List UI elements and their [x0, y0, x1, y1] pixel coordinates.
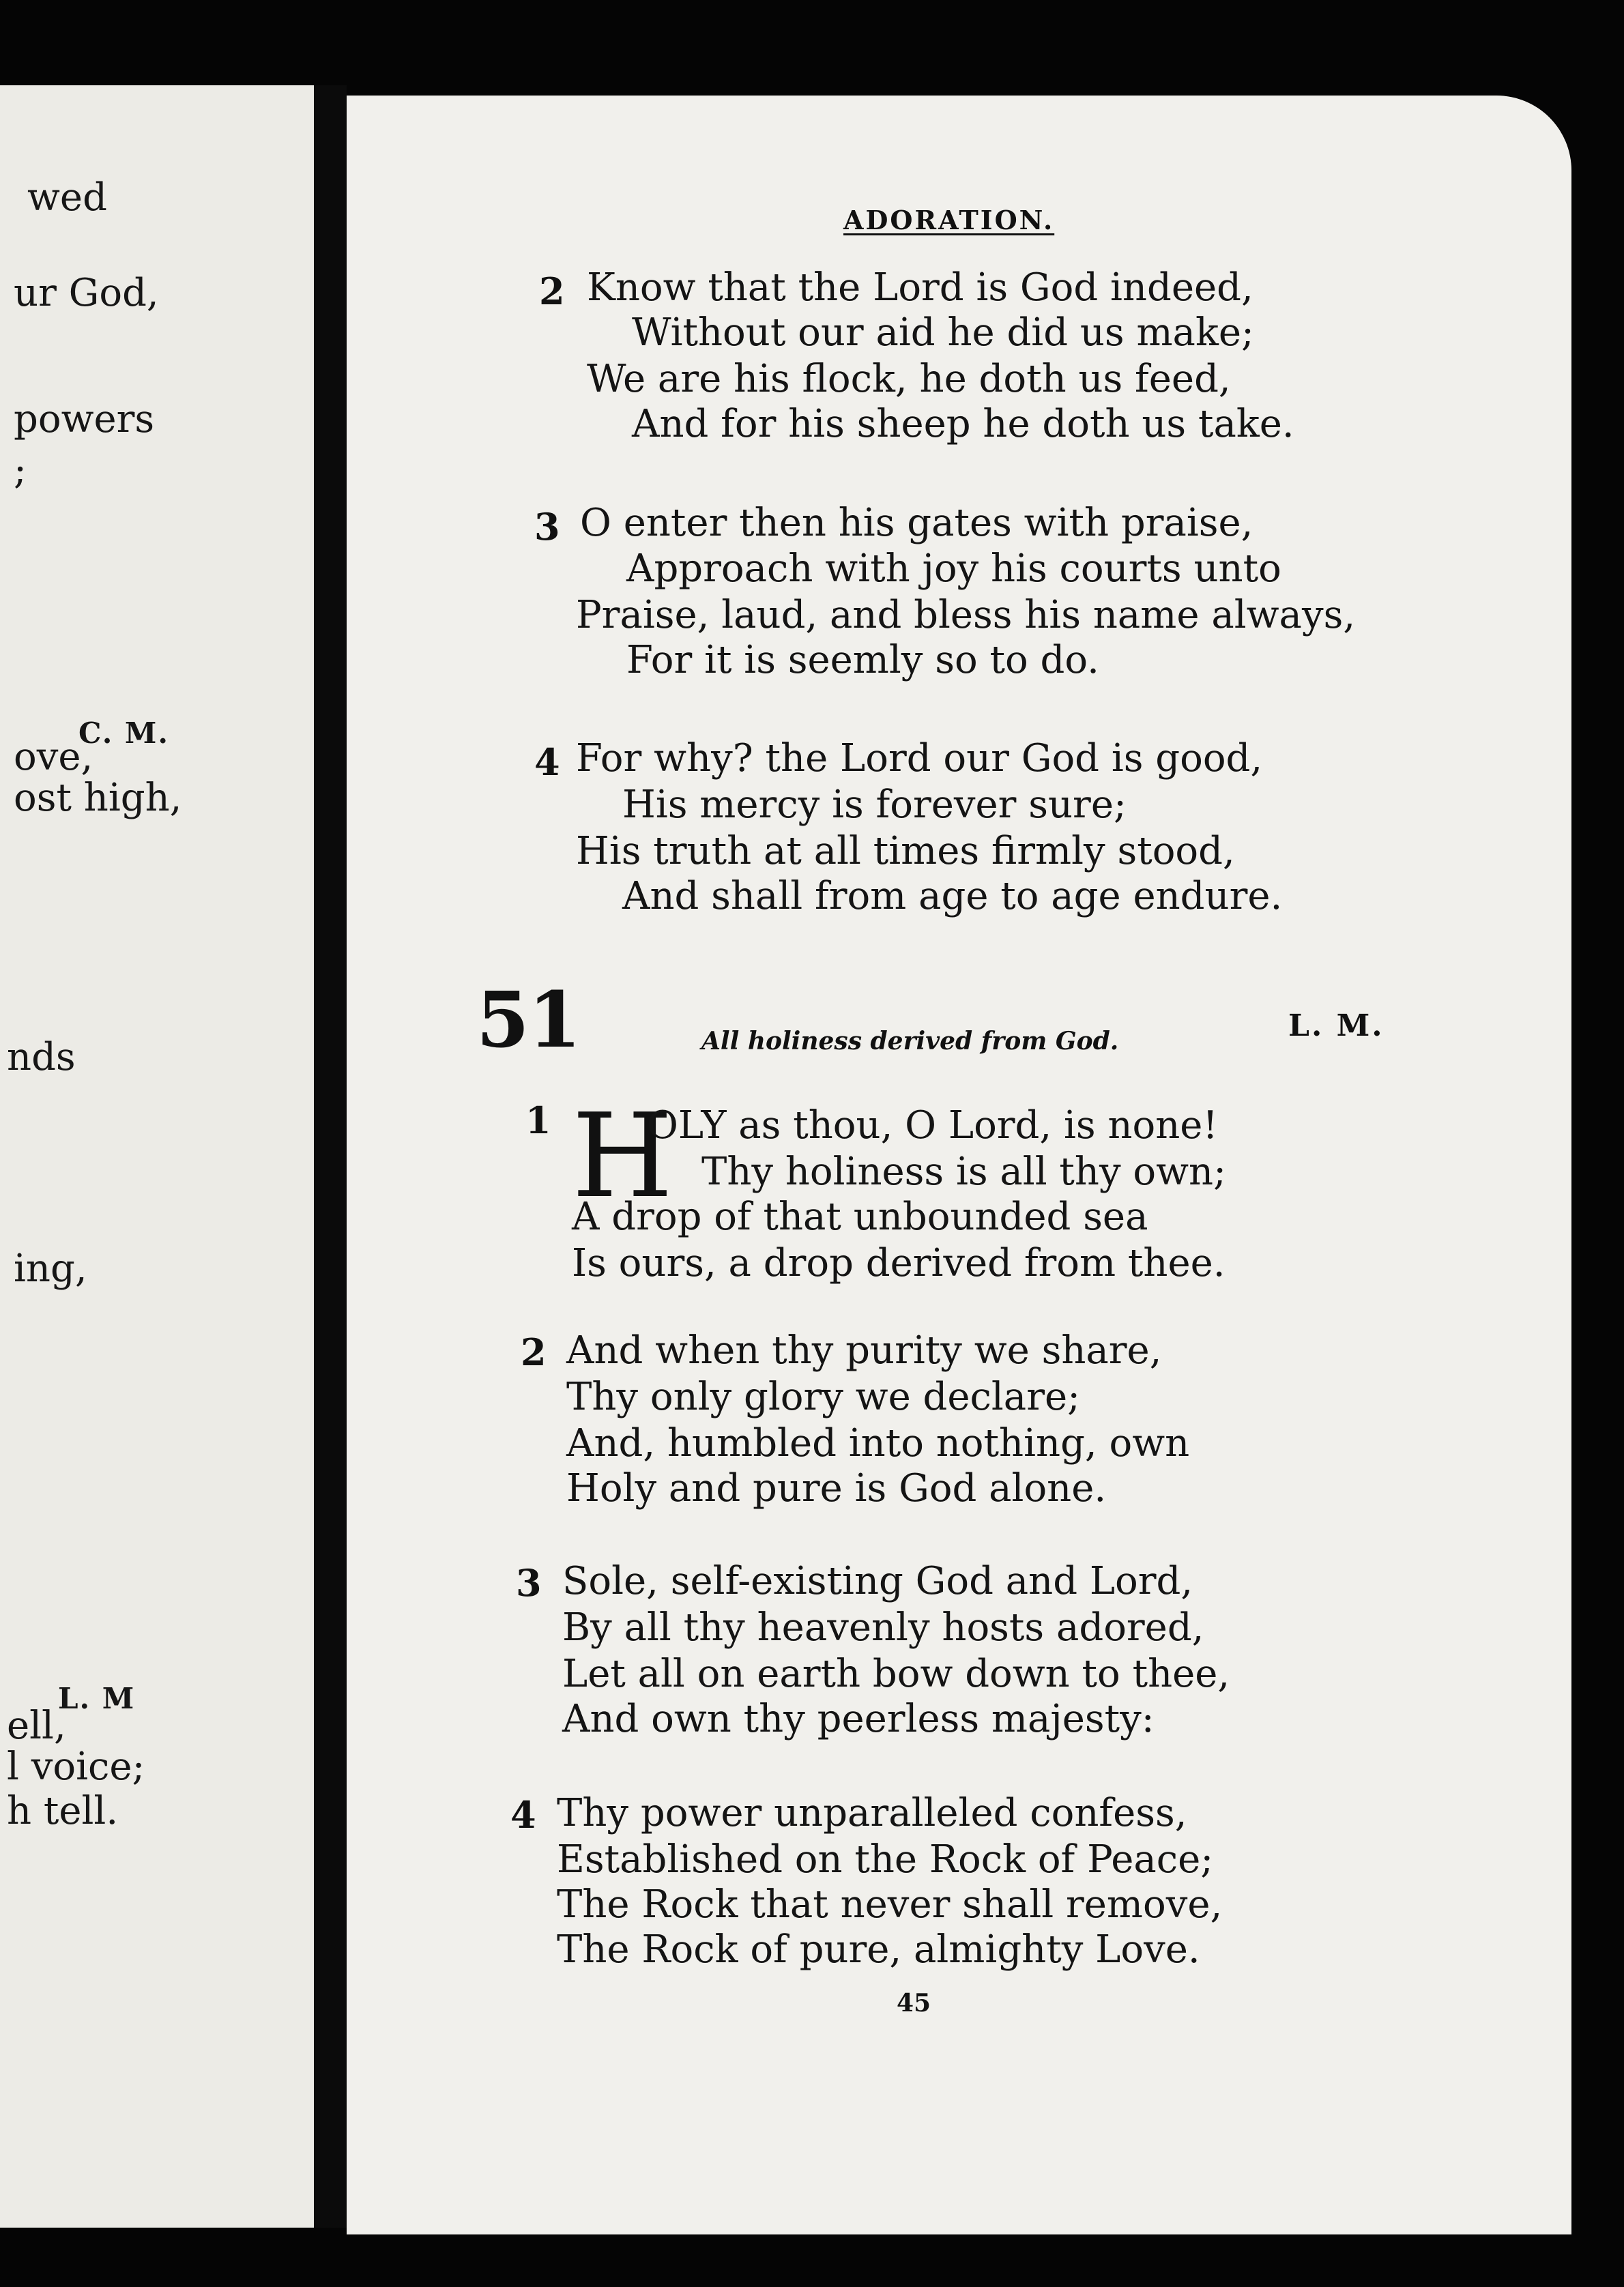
verse-number: 1	[525, 1098, 551, 1142]
verse-line: Established on the Rock of Peace;	[557, 1837, 1214, 1882]
verse-line: And, humbled into nothing, own	[566, 1421, 1190, 1466]
hymn-title: All holiness derived from God.	[701, 1027, 1119, 1055]
left-page-line: l voice;	[7, 1745, 145, 1789]
verse-line: Is ours, a drop derived from thee.	[572, 1241, 1226, 1285]
verse-number: 4	[510, 1793, 536, 1837]
book-gutter	[314, 85, 347, 2228]
verse-line: Without our aid he did us make;	[632, 310, 1254, 355]
verse-number: 3	[516, 1561, 542, 1605]
verse-line: And own thy peerless majesty:	[562, 1697, 1155, 1741]
verse-line: Sole, self-existing God and Lord,	[562, 1559, 1193, 1603]
verse-line: Know that the Lord is God indeed,	[587, 265, 1253, 310]
left-page-line: ove,	[14, 735, 93, 779]
verse-line: The Rock that never shall remove,	[557, 1882, 1223, 1927]
verse-line: For why? the Lord our God is good,	[576, 736, 1263, 781]
left-page-line: nds	[7, 1035, 76, 1079]
left-page-meter: L. M	[58, 1682, 136, 1715]
verse-line: The Rock of pure, almighty Love.	[557, 1927, 1200, 1972]
verse-number: 2	[521, 1330, 547, 1374]
verse-line: Thy only glory we declare;	[566, 1375, 1080, 1419]
verse-line: OLY as thou, O Lord, is none!	[647, 1103, 1218, 1148]
verse-line: O enter then his gates with praise,	[580, 501, 1253, 545]
verse-line: A drop of that unbounded sea	[572, 1195, 1148, 1239]
verse-line: Thy holiness is all thy own;	[701, 1150, 1226, 1194]
left-page-meter: C. M.	[78, 716, 170, 750]
hymn-number: 51	[476, 976, 580, 1065]
page-number: 45	[897, 1989, 931, 2017]
left-page-line: ;	[14, 448, 27, 493]
left-page-line: wed	[27, 175, 107, 220]
verse-line: And for his sheep he doth us take.	[632, 402, 1294, 446]
hymn-meter: L. M.	[1288, 1008, 1384, 1043]
left-page-line: ing,	[14, 1247, 87, 1291]
verse-line: And when thy purity we share,	[566, 1328, 1162, 1373]
verse-line: His mercy is forever sure;	[622, 783, 1127, 827]
verse-line: Praise, laud, and bless his name always,	[576, 593, 1356, 637]
verse-line: Thy power unparalleled confess,	[557, 1791, 1187, 1835]
verse-number: 3	[534, 505, 560, 549]
verse-line: By all thy heavenly hosts adored,	[562, 1605, 1204, 1650]
verse-line: His truth at all times firmly stood,	[576, 829, 1235, 873]
running-head: ADORATION.	[843, 205, 1055, 235]
verse-line: Approach with joy his courts unto	[626, 547, 1281, 591]
verse-number: 4	[534, 740, 560, 784]
verse-line: And shall from age to age endure.	[622, 874, 1283, 918]
verse-line: For it is seemly so to do.	[626, 638, 1099, 682]
verse-line: Let all on earth bow down to thee,	[562, 1652, 1230, 1696]
left-page-line: h tell.	[7, 1789, 119, 1833]
left-page-line: ur God,	[14, 271, 159, 315]
left-page-line: ost high,	[14, 776, 182, 820]
verse-number: 2	[539, 270, 565, 313]
hymnal-page	[347, 96, 1571, 2234]
verse-line: We are his flock, he doth us feed,	[587, 357, 1231, 401]
left-page-line: ell,	[7, 1704, 66, 1748]
left-page-line: powers	[14, 397, 155, 441]
drop-cap: H	[572, 1089, 673, 1224]
previous-page-fragment	[0, 85, 314, 2228]
verse-line: Holy and pure is God alone.	[566, 1466, 1107, 1511]
